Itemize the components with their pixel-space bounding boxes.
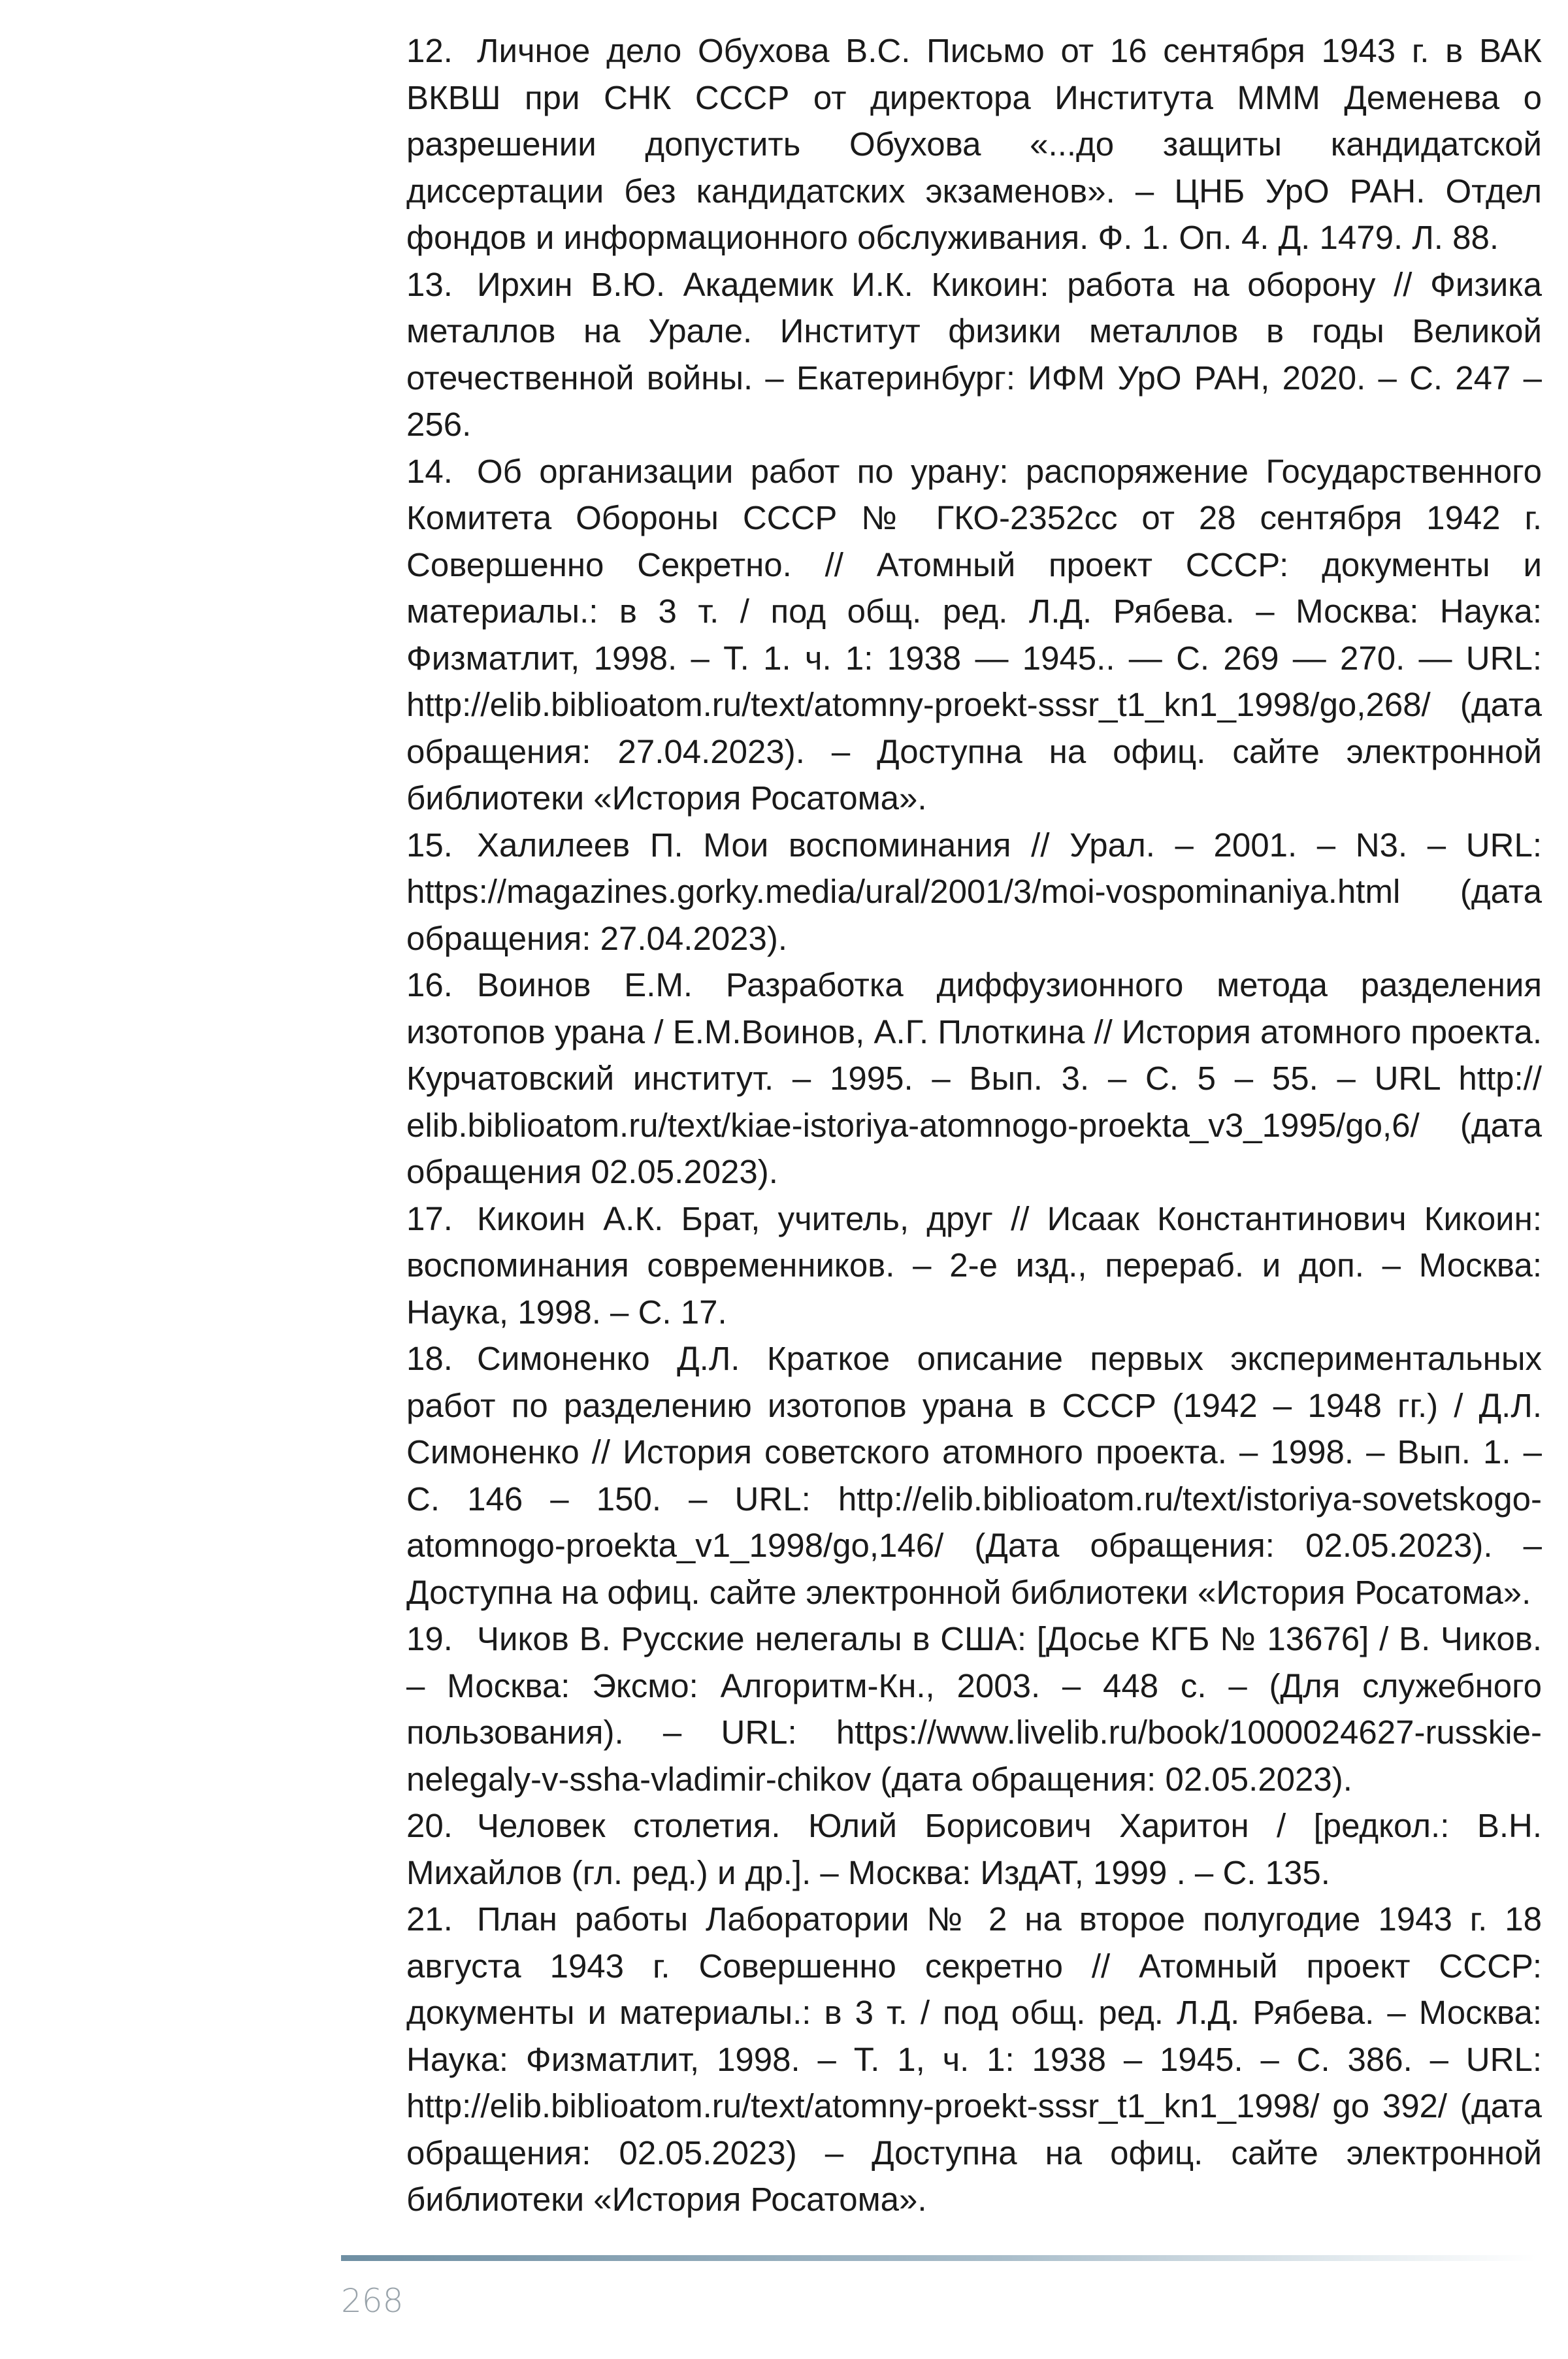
reference-number: 21. bbox=[406, 1900, 453, 1938]
reference-text: Ирхин В.Ю. Академик И.К. Кикоин: работа на оборону // Физика металлов на Урале. Институт физики металлов в годы Великой отечественной войны. – Екатеринбург: ИФМ УрО РАН, 2020. – С. 247 – 256. bbox=[406, 265, 1542, 443]
footer-divider bbox=[341, 2255, 1537, 2261]
reference-number: 14. bbox=[406, 452, 453, 490]
reference-item bbox=[406, 1616, 1542, 1802]
reference-text: Халилеев П. Мои воспоминания // Урал. – 2001. – N3. – URL: https://magazines.gorky.media/ural/2001/3/moi-vospominaniya.html (дата обращения: 27.04.2023). bbox=[406, 826, 1542, 957]
reference-item bbox=[406, 27, 1542, 261]
reference-number: 15. bbox=[406, 826, 453, 864]
reference-item bbox=[406, 822, 1542, 962]
reference-number: 12. bbox=[406, 32, 453, 69]
reference-text: Чиков В. Русские нелегалы в США: [Досье КГБ № 13676] / В. Чиков. – Москва: Эксмо: Алгоритм-Кн., 2003. – 448 с. – (Для служебного пользования). – URL: https://www.livelib.ru/book/1000024627-russkie-nelegaly-v-ssha-vladimir-chikov (дата обращения: 02.05.2023). bbox=[406, 1620, 1542, 1798]
reference-item bbox=[406, 448, 1542, 822]
reference-item bbox=[406, 1335, 1542, 1616]
page-number: 268 bbox=[341, 2282, 404, 2320]
reference-number: 13. bbox=[406, 265, 453, 303]
reference-item bbox=[406, 1196, 1542, 1336]
reference-list bbox=[406, 27, 1542, 2223]
reference-text: Воинов Е.М. Разработка диффузионного метода разделения изотопов урана / Е.М.Воинов, А.Г. Плоткина // История атомного проекта. Курчатовский институт. – 1995. – Вып. 3. – С. 5 – 55. – URL http:// elib.biblioatom.ru/text/kiae-istoriya-atomnogo-proekta_v3_1995/go,6/ (дата обращения 02.05.2023). bbox=[406, 966, 1542, 1190]
reference-number: 17. bbox=[406, 1199, 453, 1237]
reference-number: 18. bbox=[406, 1340, 453, 1377]
reference-item bbox=[406, 1802, 1542, 1896]
reference-text: Об организации работ по урану: распоряжение Государственного Комитета Обороны СССР № ГКО-2352сс от 28 сентября 1942 г. Совершенно Секретно. // Атомный проект СССР: документы и материалы.: в 3 т. / под общ. ред. Л.Д. Рябева. – Москва: Наука: Физматлит, 1998. – Т. 1. ч. 1: 1938 — 1945.. — С. 269 — 270. — URL: http://elib.biblioatom.ru/text/atomny-proekt-sssr_t1_kn1_1998/go,268/ (дата обращения: 27.04.2023). – Доступна на офиц. сайте электронной библиотеки «История Росатома». bbox=[406, 452, 1542, 817]
reference-text: Симоненко Д.Л. Краткое описание первых экспериментальных работ по разделению изотопов урана в СССР (1942 – 1948 гг.) / Д.Л. Симоненко // История советского атомного проекта. – 1998. – Вып. 1. – С. 146 – 150. – URL: http://elib.biblioatom.ru/text/istoriya-sovetskogo-atomnogo-proekta_v1_1998/go,146/ (Дата обращения: 02.05.2023). – Доступна на офиц. сайте электронной библиотеки «История Росатома». bbox=[406, 1340, 1542, 1611]
reference-number: 16. bbox=[406, 966, 453, 1003]
reference-item bbox=[406, 261, 1542, 448]
reference-item bbox=[406, 1896, 1542, 2223]
reference-text: План работы Лаборатории № 2 на второе полугодие 1943 г. 18 августа 1943 г. Совершенно секретно // Атомный проект СССР: документы и материалы.: в 3 т. / под общ. ред. Л.Д. Рябева. – Москва: Наука: Физматлит, 1998. – Т. 1, ч. 1: 1938 – 1945. – С. 386. – URL: http://elib.biblioatom.ru/text/atomny-proekt-sssr_t1_kn1_1998/ go 392/ (дата обращения: 02.05.2023) – Доступна на офиц. сайте электронной библиотеки «История Росатома». bbox=[406, 1900, 1542, 2218]
reference-text: Человек столетия. Юлий Борисович Харитон / [редкол.: В.Н. Михайлов (гл. ред.) и др.]. – Москва: ИздАТ, 1999 . – С. 135. bbox=[406, 1807, 1542, 1891]
reference-text: Личное дело Обухова В.С. Письмо от 16 сентября 1943 г. в ВАК ВКВШ при СНК СССР от директора Института МММ Деменева о разрешении допустить Обухова «...до защиты кандидатской диссертации без кандидатских экзаменов». – ЦНБ УрО РАН. Отдел фондов и информационного обслуживания. Ф. 1. Оп. 4. Д. 1479. Л. 88. bbox=[406, 32, 1542, 256]
reference-number: 20. bbox=[406, 1807, 453, 1844]
reference-number: 19. bbox=[406, 1620, 453, 1657]
reference-text: Кикоин А.К. Брат, учитель, друг // Исаак Константинович Кикоин: воспоминания современников. – 2-е изд., перераб. и доп. – Москва: Наука, 1998. – С. 17. bbox=[406, 1199, 1542, 1331]
reference-item bbox=[406, 962, 1542, 1196]
